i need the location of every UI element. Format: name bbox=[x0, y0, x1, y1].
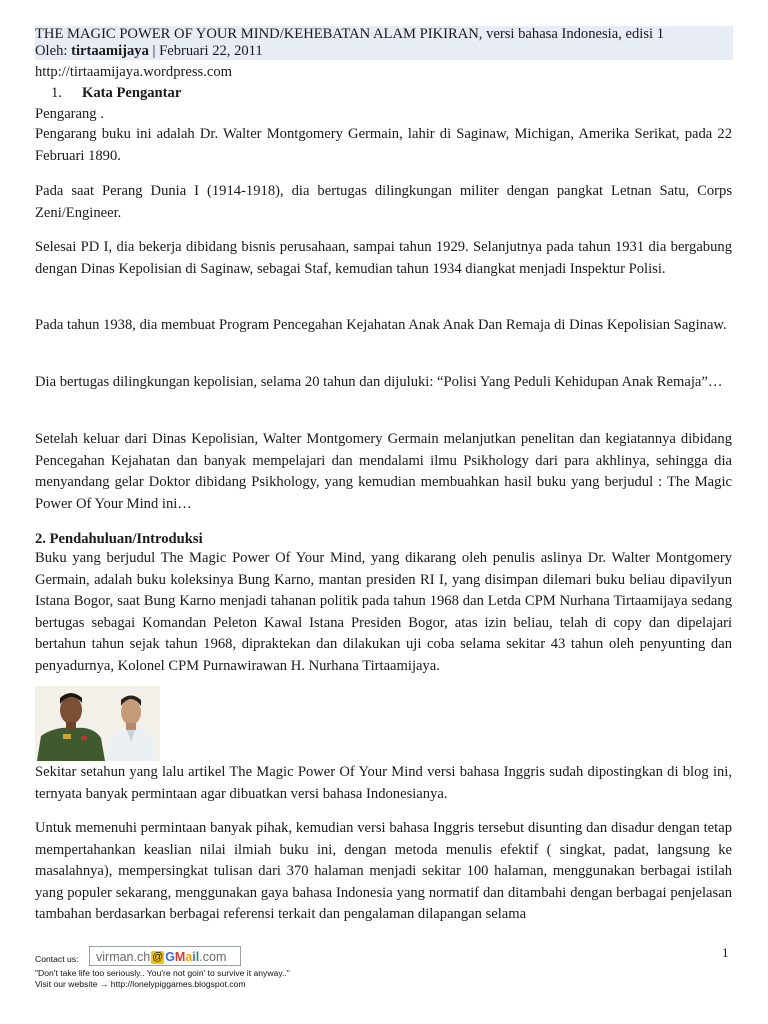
page-number: 1 bbox=[722, 945, 729, 960]
source-url-link[interactable]: http://tirtaamijaya.wordpress.com bbox=[35, 64, 232, 80]
paragraph: Pengarang buku ini adalah Dr. Walter Montgomery Germain, lahir di Saginaw, Michigan, Amerika Serikat, pada 22 Februari 1890. bbox=[35, 126, 732, 164]
author-photo bbox=[35, 686, 160, 761]
paragraph: Untuk memenuhi permintaan banyak pihak, kemudian versi bahasa Inggris tersebut disunting dan disadur dengan tetap mempertahankan keaslian nilai ilmiah buku ini, dengan metoda menulis efektif ( singkat, padat, langsung ke masalahnya), mempersingkat tulisan dari 370 halaman menjadi sekitar 100 halaman, menggunakan berbagai istilah yang populer sekarang, menggunakan gaya bahasa Indonesia yang normatif dan ditambahi dengan berbagai penjelasan tambahan berdasarkan berbagai referensi terkait dan pengalaman dilapangan selama bbox=[35, 820, 732, 923]
author-link[interactable]: tirtaamijaya bbox=[71, 43, 149, 59]
email-badge[interactable] bbox=[89, 946, 241, 966]
gmail-logo-letter: a bbox=[185, 950, 193, 964]
paragraph: Buku yang berjudul The Magic Power Of Your Mind, yang dikarang oleh penulis aslinya Dr. Walter Montgomery Germain, adalah buku koleksinya Bung Karno, mantan presiden RI I, yang disimpan dilemari buku beliau dipavilyun Istana Bogor, saat Bung Karno menjadi tahanan politik pada tahun 1968 dan Letda CPM Nurhana Tirtaamijaya sedang bertugas sebagai Komandan Peleton Kawal Istana Presiden Bogor, atas izin beliau, telah di copy dan dipelajari bertahun tahun sejak tahun 1968, dipraktekan dan dilakukan uji coba selama sekitar 43 tahun oleh penyunting dan penyadurnya, Kolonel CPM Purnawirawan H. Nurhana Tirtaamijaya. bbox=[35, 550, 732, 674]
section2-heading: 2. Pendahuluan/Introduksi bbox=[35, 531, 203, 547]
website-link[interactable]: Visit our website → http://lonelypiggames.blogspot.com bbox=[35, 979, 246, 989]
contact-label: Contact us: bbox=[35, 954, 79, 964]
section1-heading bbox=[51, 85, 181, 102]
paragraph: Pada tahun 1938, dia membuat Program Pencegahan Kejahatan Anak Anak Dan Remaja di Dinas Kepolisian Saginaw. bbox=[35, 317, 727, 333]
paragraph: Sekitar setahun yang lalu artikel The Magic Power Of Your Mind versi bahasa Inggris sudah dipostingkan di blog ini, ternyata banyak permintaan agar dibuatkan versi bahasa Indonesianya. bbox=[35, 764, 732, 802]
gmail-logo-letter: l bbox=[195, 950, 200, 964]
paragraph: Pada saat Perang Dunia I (1914-1918), dia bertugas dilingkungan militer dengan pangkat Letnan Satu, Corps Zeni/Engineer. bbox=[35, 183, 732, 221]
paragraph: Selesai PD I, dia bekerja dibidang bisnis perusahaan, sampai tahun 1929. Selanjutnya pada tahun 1931 dia bergabung dengan Dinas Kepolisian di Saginaw, sebagai Staf, kemudian tahun 1934 diangkat menjadi Inspektur Polisi. bbox=[35, 239, 732, 277]
paragraph: Setelah keluar dari Dinas Kepolisian, Walter Montgomery Germain melanjutkan penelitan dan kegiatannya dibidang Pencegahan Kejahatan dan banyak mempelajari dan mendalami ilmu Psikhology dari para akhlinya, sehingga dia menyandang gelar Doktor dibidang Psikhology, yang kemudian membuahkan hasil buku yang berjudul : The Magic Power Of Your Mind ini… bbox=[35, 431, 732, 512]
footer-quote: "Don't take life too seriously.. You're not goin' to survive it anyway.." bbox=[35, 968, 290, 978]
gmail-logo-letter: M bbox=[174, 950, 186, 964]
document-title: THE MAGIC POWER OF YOUR MIND/KEHEBATAN ALAM PIKIRAN, versi bahasa Indonesia, edisi 1 bbox=[35, 26, 665, 42]
author-photo-image bbox=[35, 686, 160, 761]
byline-prefix: Oleh: bbox=[35, 43, 72, 59]
paragraph: Dia bertugas dilingkungan kepolisian, selama 20 tahun dan dijuluki: “Polisi Yang Peduli Kehidupan Anak Remaja”… bbox=[35, 374, 723, 390]
byline bbox=[35, 43, 263, 60]
author-label: Pengarang . bbox=[35, 106, 104, 122]
title-header bbox=[35, 26, 733, 60]
post-date: | Februari 22, 2011 bbox=[148, 43, 263, 59]
email-user: virman.ch bbox=[96, 950, 151, 964]
gmail-logo-letter: i bbox=[192, 950, 196, 964]
section1-number: 1. bbox=[51, 85, 62, 101]
section1-title: Kata Pengantar bbox=[82, 85, 182, 101]
at-icon: @ bbox=[152, 951, 164, 963]
gmail-logo-letter: G bbox=[165, 950, 175, 964]
email-domain: .com bbox=[199, 950, 227, 964]
